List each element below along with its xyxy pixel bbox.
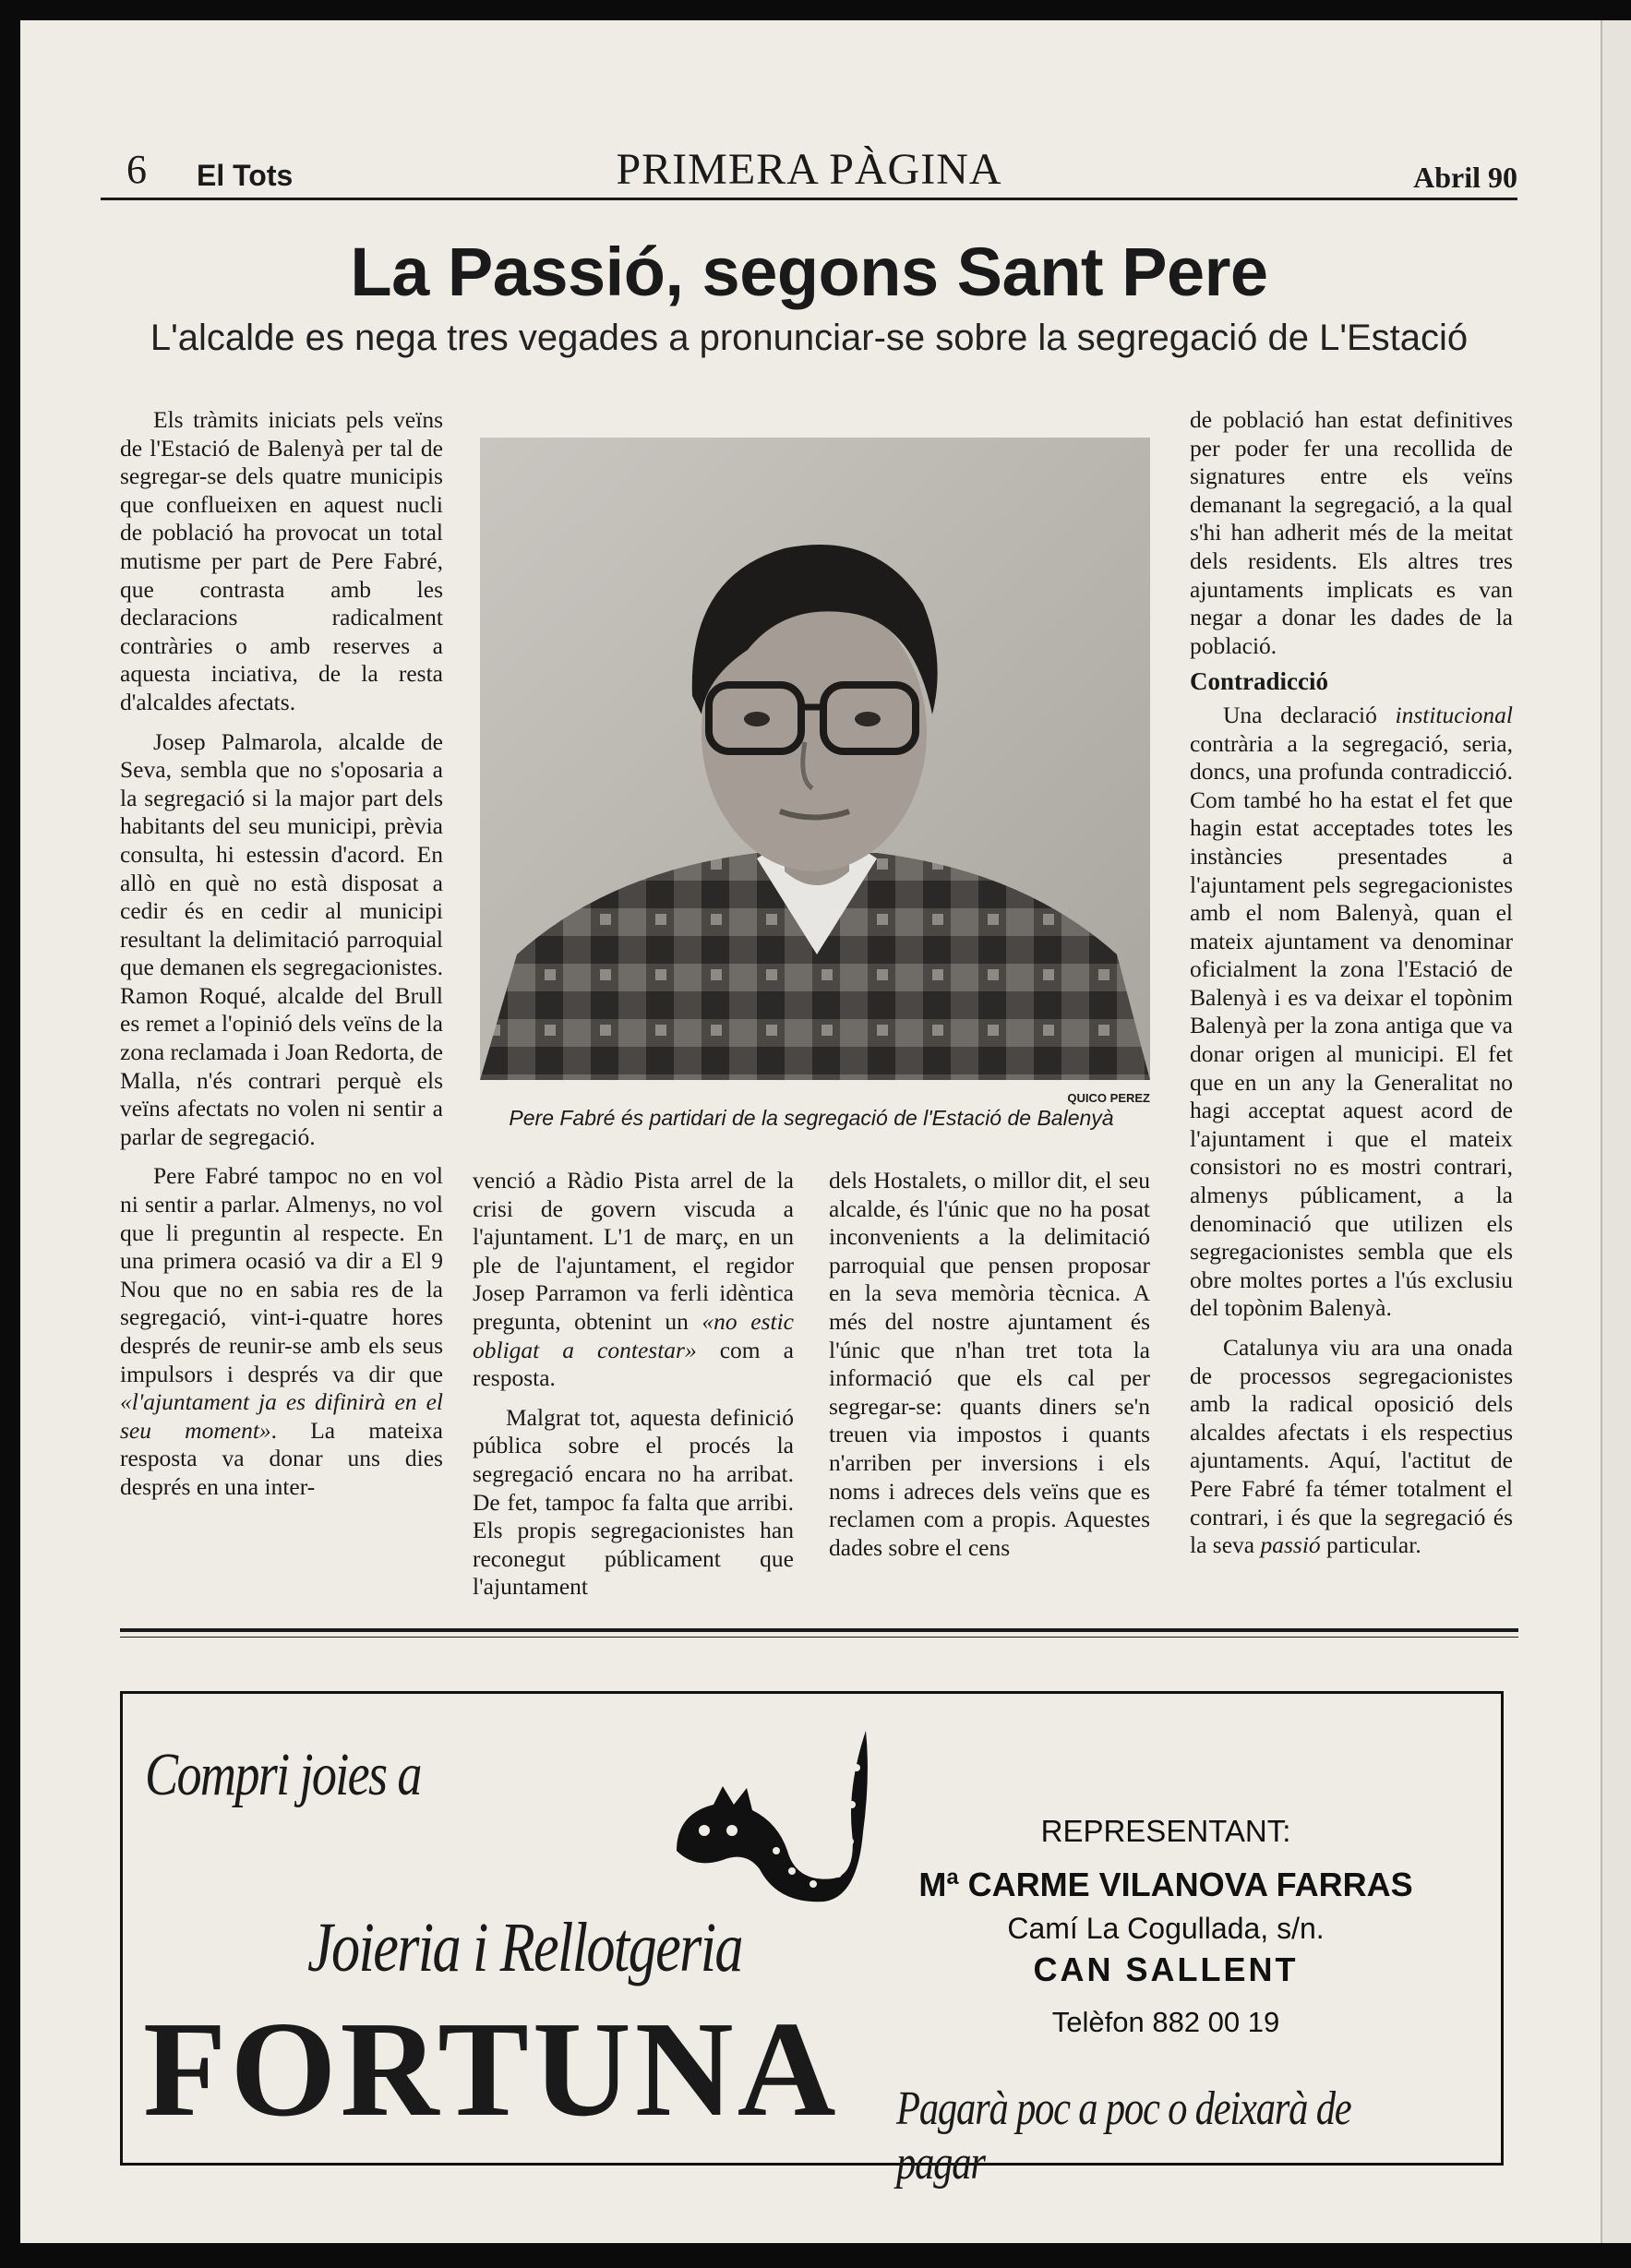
- page-header: [101, 120, 1517, 203]
- rep-place: CAN SALLENT: [1033, 1950, 1299, 1988]
- text-run: com a resposta.: [473, 1336, 794, 1392]
- quote-emphasis: «l'ajuntament ja es difinirà en el seu moment»: [120, 1388, 443, 1444]
- newspaper-page: [20, 20, 1601, 2243]
- text-run: Catalunya viu ara una onada de processos segregacionistes amb la radical oposició dels alcaldes afectats i els respectius ajuntaments. Aquí, l'actitut de Pere Fabré fa témer totalment el contrari, i és que la segregació és la seva: [1190, 1334, 1513, 1559]
- article-headline: La Passió, segons Sant Pere: [350, 234, 1268, 310]
- text-run: particular.: [1320, 1531, 1421, 1559]
- advertisement: [120, 1691, 1504, 2190]
- rep-address: Camí La Cogullada, s/n.: [1007, 1912, 1325, 1945]
- text-run: venció a Ràdio Pista arrel de la crisi de govern viscuda a l'ajuntament. L'1 de març, en un ple de l'ajuntament, el regidor Josep Parramon va ferli idèntica pregunta, obtenint un: [473, 1167, 794, 1335]
- paragraph: de població han estat definitives per poder fer una recollida de signatures entre els veïns demanant la segregació, a la qual s'hi han adherit més de la meitat dels residents. Els altres tres ajuntaments implicats es van negar a donar les dades de la població.: [1190, 406, 1513, 659]
- portrait-photo-image: [480, 438, 1150, 1080]
- paragraph: [1190, 1334, 1513, 1560]
- page-number: 6: [126, 147, 147, 192]
- photo-caption: Pere Fabré és partidari de la segregació de l'Estació de Balenyà: [509, 1106, 1114, 1130]
- rep-name: Mª CARME VILANOVA FARRAS: [918, 1866, 1413, 1903]
- photo-credit: QUICO PEREZ: [1067, 1091, 1150, 1105]
- article-column-4: [1190, 406, 1513, 1560]
- footer-rule: [120, 1628, 1518, 1632]
- footer-rule-thin: [120, 1637, 1518, 1638]
- ad-brand-logo: FORTUNA: [143, 1994, 840, 2145]
- article-column-2: [473, 1167, 794, 1602]
- ad-shop-type: Joieria i Rellotgeria: [307, 1909, 742, 1986]
- paragraph: [473, 1167, 794, 1393]
- rep-label: REPRESENTANT:: [1040, 1814, 1291, 1848]
- paragraph: Els tràmits iniciats pels veïns de l'Estació de Balenyà per tal de segregar-se dels quatre municipis que conflueixen en aquest nucli de població ha provocat un total mutisme per part de Pere Fabré, que contrasta amb les declaracions radicalment contràries o amb reserves a aquesta inciativa, de la resta d'alcaldes afectats.: [120, 406, 443, 715]
- issue-date: Abril 90: [1413, 161, 1517, 194]
- portrait-photo: [480, 438, 1150, 1080]
- next-page-edge: [1601, 20, 1631, 2243]
- text-emphasis: passió: [1260, 1531, 1321, 1559]
- text-run: Una declaració: [1223, 701, 1396, 728]
- section-title: PRIMERA PÀGINA: [616, 145, 1002, 194]
- paragraph: [120, 1162, 443, 1501]
- paragraph: Malgrat tot, aquesta definició pública sobre el procés la segregació encara no ha arribat. De fet, tampoc fa falta que arribi. Els propis segregacionistes han reconegut públicament que l'ajuntament: [473, 1403, 794, 1601]
- text-emphasis: institucional: [1395, 701, 1513, 728]
- rep-phone: Telèfon 882 00 19: [1051, 2006, 1280, 2038]
- text-run: Pere Fabré tampoc no en vol ni sentir a parlar. Almenys, no vol que li preguntin al respecte. En una primera ocasió va dir a El 9 Nou que no en sabia res de la segregació, vint-i-quatre hores després de reunir-se amb els seus impulsors i després va dir que: [120, 1162, 443, 1387]
- article-column-1: [120, 406, 443, 1502]
- publication-name: El Tots: [197, 159, 294, 192]
- cat-logo-icon: [658, 1712, 870, 1925]
- article-subheadline: L'alcalde es nega tres vegades a pronunciar-se sobre la segregació de L'Estació: [150, 318, 1469, 358]
- text-run: contrària a la segregació, seria, doncs, una profunda contradicció. Com també ho ha estat el fet que hagin estat acceptades totes les instàncies presentades a l'ajuntament pels segregacionistes amb el nom Balenyà, quan el mateix ajuntament va denominar oficialment la zona l'Estació de Balenyà i es va deixar el topònim Balenyà per la zona antiga que va donar origen al municipi. El fet que en un any la Generalitat no hagi acceptat aquest acord de l'ajuntament i que el mateix consistori no es mostri contrari, almenys públicament, a la denominació que utilizen els segregacionistes sembla que els obre moltes portes a l'ús exclusiu del topònim Balenyà.: [1190, 729, 1513, 1322]
- paragraph: [1190, 702, 1513, 1323]
- paragraph: Josep Palmarola, alcalde de Seva, sembla que no s'oposaria a la segregació si la major part dels habitants del seu municipi, prèvia consulta, hi estessin d'acord. En allò en què no està disposat a cedir és en cedir al municipi resultant la delimitació parroquial que demanen els segregacionistes. Ramon Roqué, alcalde del Brull es remet a l'opinió dels veïns de la zona reclamada i Joan Redorta, de Malla, n'és contrari perquè els veïns afectats no volen ni sentir a parlar de segregació.: [120, 727, 443, 1150]
- ad-intro-text: Compri joies a: [145, 1741, 421, 1808]
- section-subhead: Contradicció: [1190, 667, 1328, 696]
- quote-emphasis: «no estic obligat a contestar»: [473, 1307, 794, 1363]
- article-column-3: [829, 1167, 1150, 1562]
- text-run: . La mateixa resposta va donar uns dies després en una inter-: [120, 1416, 443, 1500]
- ad-tagline: Pagarà poc a poc o deixarà de pagar: [896, 2082, 1351, 2190]
- paragraph: dels Hostalets, o millor dit, el seu alcalde, és l'únic que no ha posat inconvenients a la delimitació parroquial que pensen proposar en la seva memòria tècnica. A més del nostre ajuntament és l'únic que n'han tret tota la informació que els cal per segregar-se: quants diners se'n treuen via impostos i quants n'arriben per inversions i els noms i adreces dels veïns que es reclamen com a propis. Aquestes dades sobre el cens: [829, 1167, 1150, 1561]
- header-rule: [101, 198, 1517, 200]
